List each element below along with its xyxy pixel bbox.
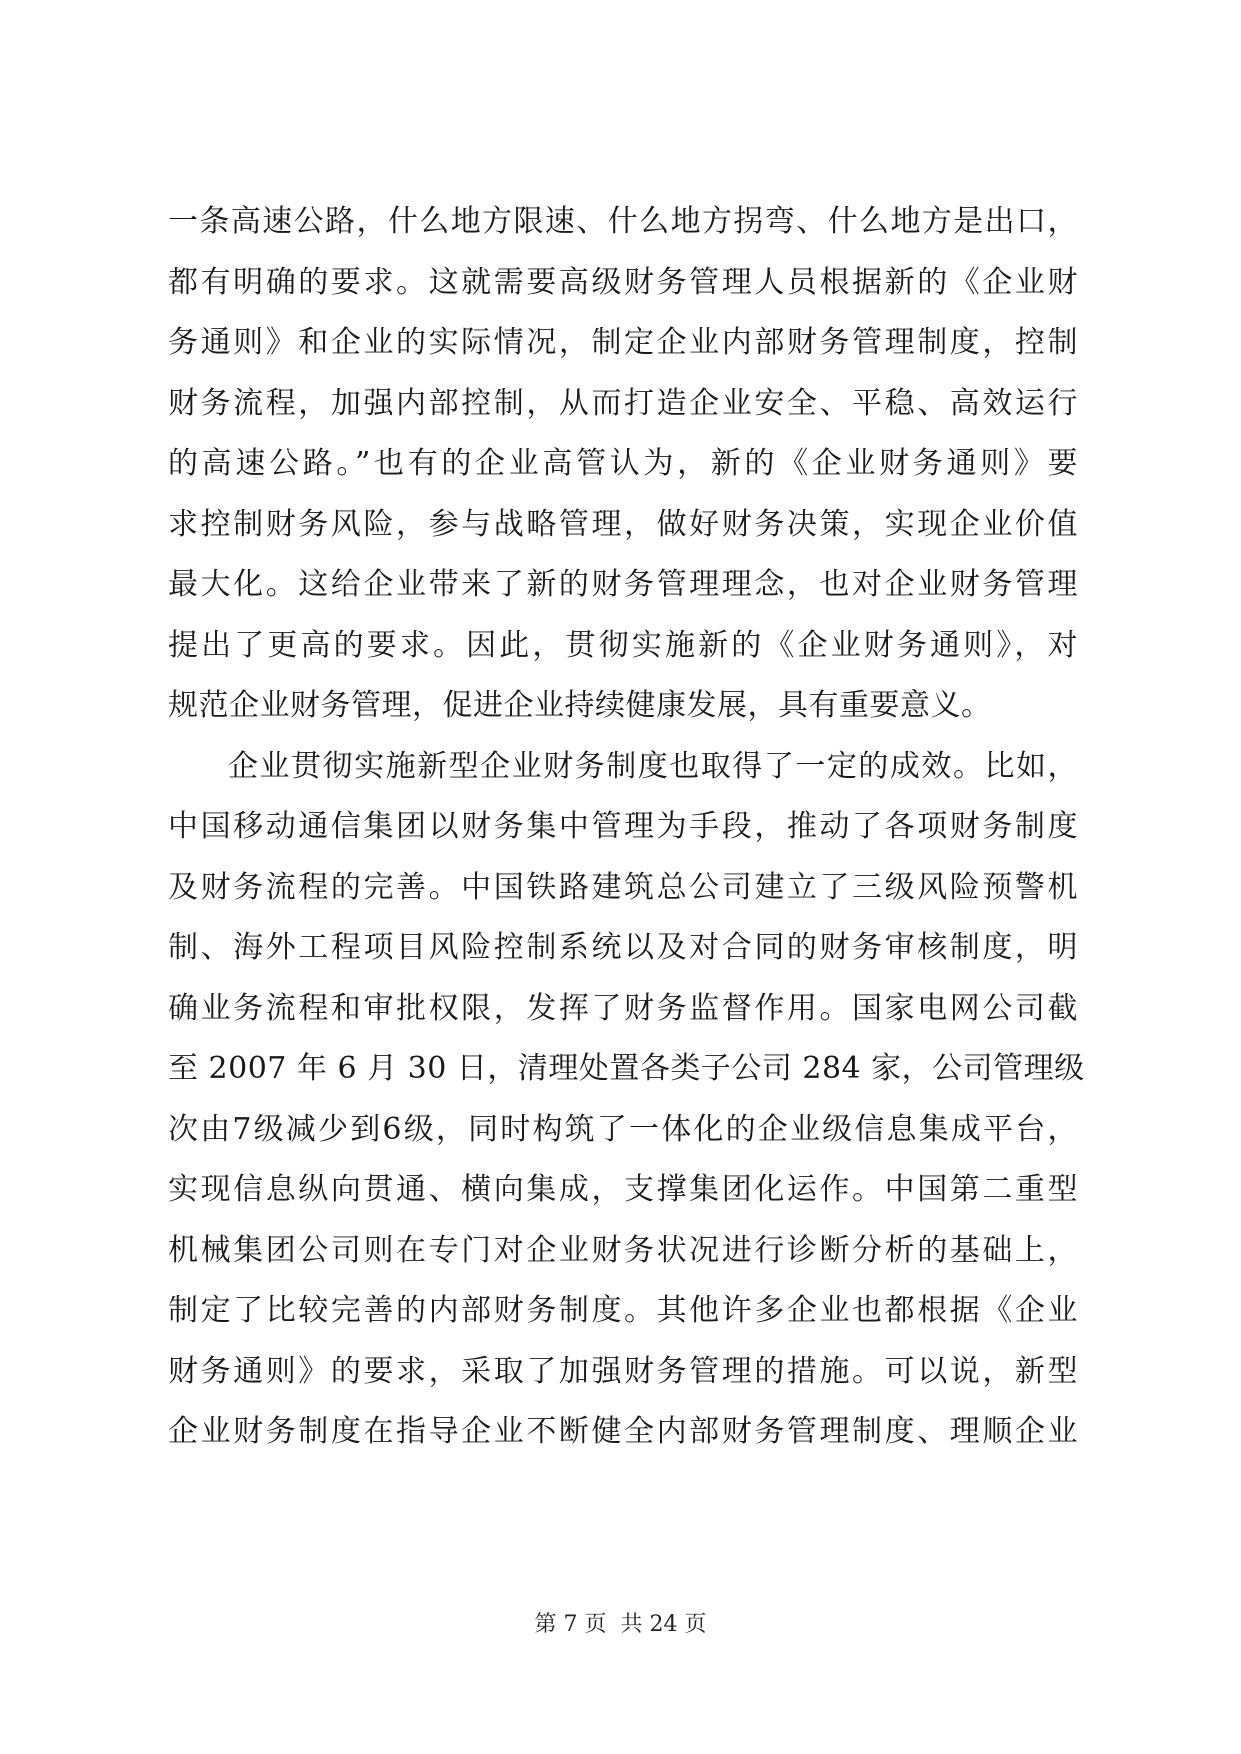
text-line-paragraph-start: 企业贯彻实施新型企业财务制度也取得了一定的成效。比如，: [228, 748, 1078, 784]
text-line: 都有明确的要求。这就需要高级财务管理人员根据新的《企业财: [168, 264, 1078, 300]
text-line: 中国移动通信集团以财务集中管理为手段，推动了各项财务制度: [168, 809, 1078, 844]
text-line: 财务通则》的要求，采取了加强财务管理的措施。可以说，新型: [168, 1353, 1078, 1389]
text-line: 确业务流程和审批权限，发挥了财务监督作用。国家电网公司截: [168, 990, 1078, 1026]
text-line: 制、海外工程项目风险控制系统以及对合同的财务审核制度，明: [168, 930, 1078, 965]
text-line: 次由7级减少到6级，同时构筑了一体化的企业级信息集成平台，: [168, 1111, 1078, 1147]
text-line: 企业财务制度在指导企业不断健全内部财务管理制度、理顺企业: [168, 1414, 1078, 1449]
text-line: 实现信息纵向贯通、横向集成，支撑集团化运作。中国第二重型: [168, 1172, 1078, 1207]
text-line: 一条高速公路，什么地方限速、什么地方拐弯、什么地方是出口，: [168, 204, 1078, 239]
text-line: 及财务流程的完善。中国铁路建筑总公司建立了三级风险预警机: [168, 869, 1078, 905]
text-line: 的高速公路。”也有的企业高管认为，新的《企业财务通则》要: [168, 446, 1078, 481]
body-text: [168, 192, 1085, 1463]
page-footer: [0, 1607, 1241, 1638]
text-line: 提出了更高的要求。因此，贯彻实施新的《企业财务通则》，对: [168, 627, 1078, 663]
text-line: 务通则》和企业的实际情况，制定企业内部财务管理制度，控制: [168, 325, 1078, 360]
text-line: 至 2007 年 6 月 30 日，清理处置各类子公司 284 家，公司管理级: [168, 1051, 1085, 1086]
page-number-label: 第 7 页 共 24 页: [534, 1612, 707, 1637]
text-line: 最大化。这给企业带来了新的财务管理理念，也对企业财务管理: [168, 567, 1078, 602]
text-line: 制定了比较完善的内部财务制度。其他许多企业也都根据《企业: [168, 1293, 1078, 1328]
text-line: 求控制财务风险，参与战略管理，做好财务决策，实现企业价值: [168, 506, 1078, 542]
text-line: 规范企业财务管理，促进企业持续健康发展，具有重要意义。: [168, 688, 992, 723]
text-line: 机械集团公司则在专门对企业财务状况进行诊断分析的基础上，: [168, 1232, 1078, 1268]
text-line: 财务流程，加强内部控制，从而打造企业安全、平稳、高效运行: [168, 385, 1078, 421]
